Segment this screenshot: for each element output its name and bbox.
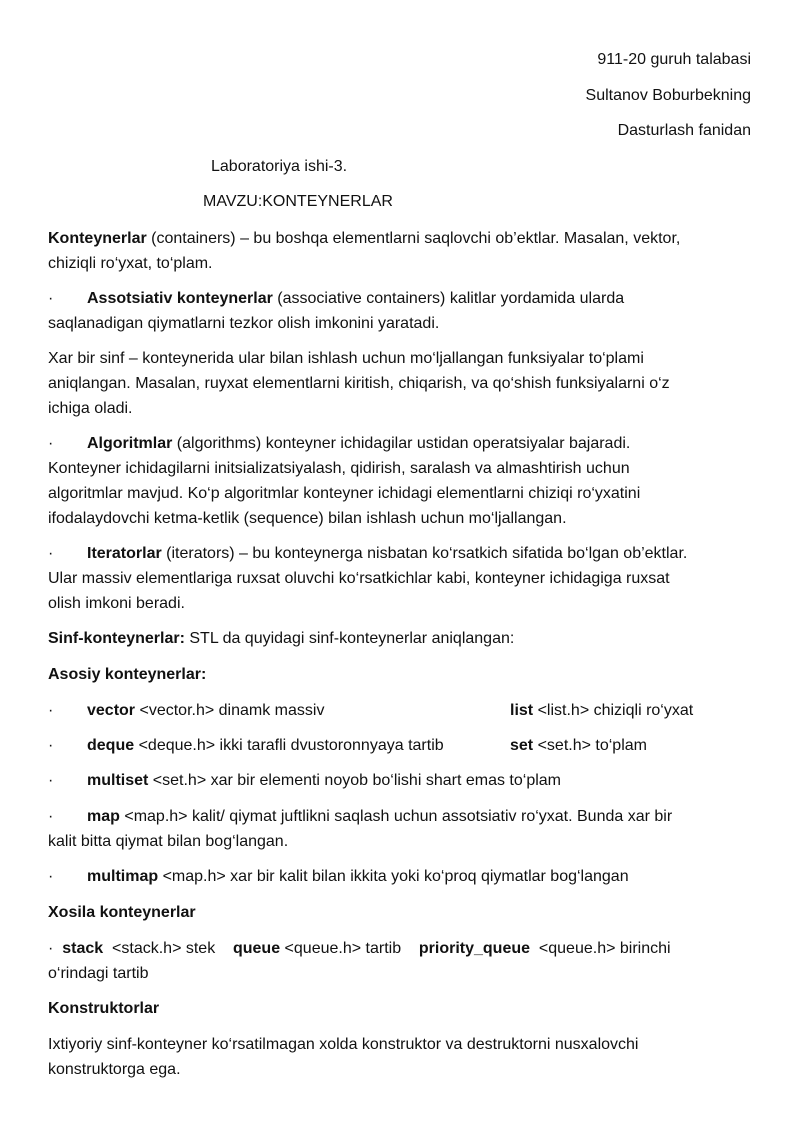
paragraph-text: <queue.h> tartib xyxy=(280,940,419,957)
header-student-name: Sultanov Boburbekning xyxy=(585,87,751,104)
paragraph-text: kalit bitta qiymat bilan bog‘langan. xyxy=(48,833,289,850)
paragraph-text: Konteyner ichidagilarni initsializatsiyalash, qidirish, saralash va almashtirish uchun xyxy=(48,460,630,477)
heading-text: Asosiy konteynerlar: xyxy=(48,666,207,683)
paragraph-containers xyxy=(48,226,768,276)
paragraph-text: ifodalaydovchi ketma-ketlik (sequence) bilan ishlash uchun mo‘ljallangan. xyxy=(48,510,567,527)
bullet-iterators xyxy=(48,541,768,616)
paragraph-text: <set.h> to‘plam xyxy=(533,737,647,754)
paragraph-text: <map.h> xar bir kalit bilan ikkita yoki ko‘proq qiymatlar bog‘langan xyxy=(158,868,629,885)
paragraph-text: Xar bir sinf – konteynerida ular bilan ishlash uchun mo‘ljallangan funksiyalar to‘plami xyxy=(48,350,644,367)
paragraph-text: (associative containers) kalitlar yordamida ularda xyxy=(272,290,625,307)
term-associative: Assotsiativ konteynerlar xyxy=(87,290,273,307)
bullet-marker: · xyxy=(48,435,54,452)
term-multimap: multimap xyxy=(87,868,159,885)
term-class-containers: Sinf-konteynerlar: xyxy=(48,630,185,647)
bullet-marker: · xyxy=(48,737,54,754)
paragraph-text: <vector.h> dinamk massiv xyxy=(135,702,325,719)
paragraph-text: olish imkoni beradi. xyxy=(48,595,185,612)
term-vector: vector xyxy=(87,702,136,719)
paragraph-text: Ixtiyoriy sinf-konteyner ko‘rsatilmagan xolda konstruktor va destruktorni nusxalovchi xyxy=(48,1036,639,1053)
paragraph-text: saqlanadigan qiymatlarni tezkor olish imkonini yaratadi. xyxy=(48,315,440,332)
term-containers: Konteynerlar xyxy=(48,230,147,247)
bullet-marker: · xyxy=(48,545,54,562)
bullet-algorithms xyxy=(48,431,768,531)
set-entry xyxy=(510,733,647,758)
term-queue: queue xyxy=(232,940,281,957)
bullet-vector xyxy=(48,698,768,723)
heading-text: Xosila konteynerlar xyxy=(48,904,196,921)
header-student-group: 911-20 guruh talabasi xyxy=(597,51,751,68)
heading-constructors xyxy=(48,996,768,1021)
bullet-marker: · xyxy=(48,772,54,789)
heading-derived-containers xyxy=(48,900,768,925)
bullet-multimap xyxy=(48,864,768,889)
paragraph-text: <map.h> kalit/ qiymat juftlikni saqlash uchun assotsiativ ro‘yxat. Bunda xar bir xyxy=(119,808,673,825)
paragraph-class-containers xyxy=(48,626,768,651)
paragraph-text: (iterators) – bu konteynerga nisbatan ko‘rsatkich sifatida bo‘lgan ob’ektlar. xyxy=(161,545,688,562)
paragraph-text: o‘rindagi tartib xyxy=(48,965,149,982)
header-subject: Dasturlash fanidan xyxy=(617,122,751,139)
bullet-marker: · xyxy=(48,940,54,957)
topic-title: MAVZU:KONTEYNERLAR xyxy=(203,193,393,210)
paragraph-text: (algorithms) konteyner ichidagilar ustidan operatsiyalar bajaradi. xyxy=(172,435,631,452)
term-list: list xyxy=(510,702,534,719)
paragraph-text: <queue.h> birinchi xyxy=(530,940,671,957)
bullet-deque xyxy=(48,733,768,758)
term-algorithms: Algoritmlar xyxy=(87,435,173,452)
term-set: set xyxy=(510,737,534,754)
paragraph-text: aniqlangan. Masalan, ruyxat elementlarni kiritish, chiqarish, va qo‘shish funksiyalarni o‘z xyxy=(48,375,670,392)
bullet-marker: · xyxy=(48,868,54,885)
list-entry xyxy=(510,698,693,723)
bullet-marker: · xyxy=(48,808,54,825)
bullet-marker: · xyxy=(48,702,54,719)
term-deque: deque xyxy=(87,737,135,754)
paragraph-text: <deque.h> ikki tarafli dvustoronnyaya tartib xyxy=(134,737,444,754)
derived-containers-list xyxy=(48,936,768,986)
term-map: map xyxy=(87,808,120,825)
paragraph-text: STL da quyidagi sinf-konteynerlar aniqlangan: xyxy=(184,630,515,647)
paragraph-functions xyxy=(48,346,768,421)
term-priority-queue: priority_queue xyxy=(418,940,531,957)
heading-text: Konstruktorlar xyxy=(48,1000,160,1017)
paragraph-constructors xyxy=(48,1032,768,1082)
paragraph-text: algoritmlar mavjud. Ko‘p algoritmlar konteyner ichidagi elementlarni chiziqi ro‘yxatini xyxy=(48,485,641,502)
paragraph-text: <stack.h> stek xyxy=(103,940,233,957)
bullet-marker: · xyxy=(48,290,54,307)
paragraph-text: konstruktorga ega. xyxy=(48,1061,181,1078)
term-stack: stack xyxy=(62,940,104,957)
bullet-associative xyxy=(48,286,768,336)
paragraph-text: ichiga oladi. xyxy=(48,400,133,417)
paragraph-text: (containers) – bu boshqa elementlarni saqlovchi ob’ektlar. Masalan, vektor, xyxy=(146,230,681,247)
term-iterators: Iteratorlar xyxy=(87,545,162,562)
lab-title: Laboratoriya ishi-3. xyxy=(211,158,348,175)
bullet-map xyxy=(48,804,768,854)
term-multiset: multiset xyxy=(87,772,149,789)
bullet-multiset xyxy=(48,768,768,793)
paragraph-text: <set.h> xar bir elementi noyob bo‘lishi shart emas to‘plam xyxy=(148,772,561,789)
paragraph-text: chiziqli ro‘yxat, to‘plam. xyxy=(48,255,213,272)
paragraph-text: <list.h> chiziqli ro‘yxat xyxy=(533,702,694,719)
paragraph-text: Ular massiv elementlariga ruxsat oluvchi ko‘rsatkichlar kabi, konteyner ichidagiga ruxsat xyxy=(48,570,670,587)
heading-basic-containers xyxy=(48,662,768,687)
